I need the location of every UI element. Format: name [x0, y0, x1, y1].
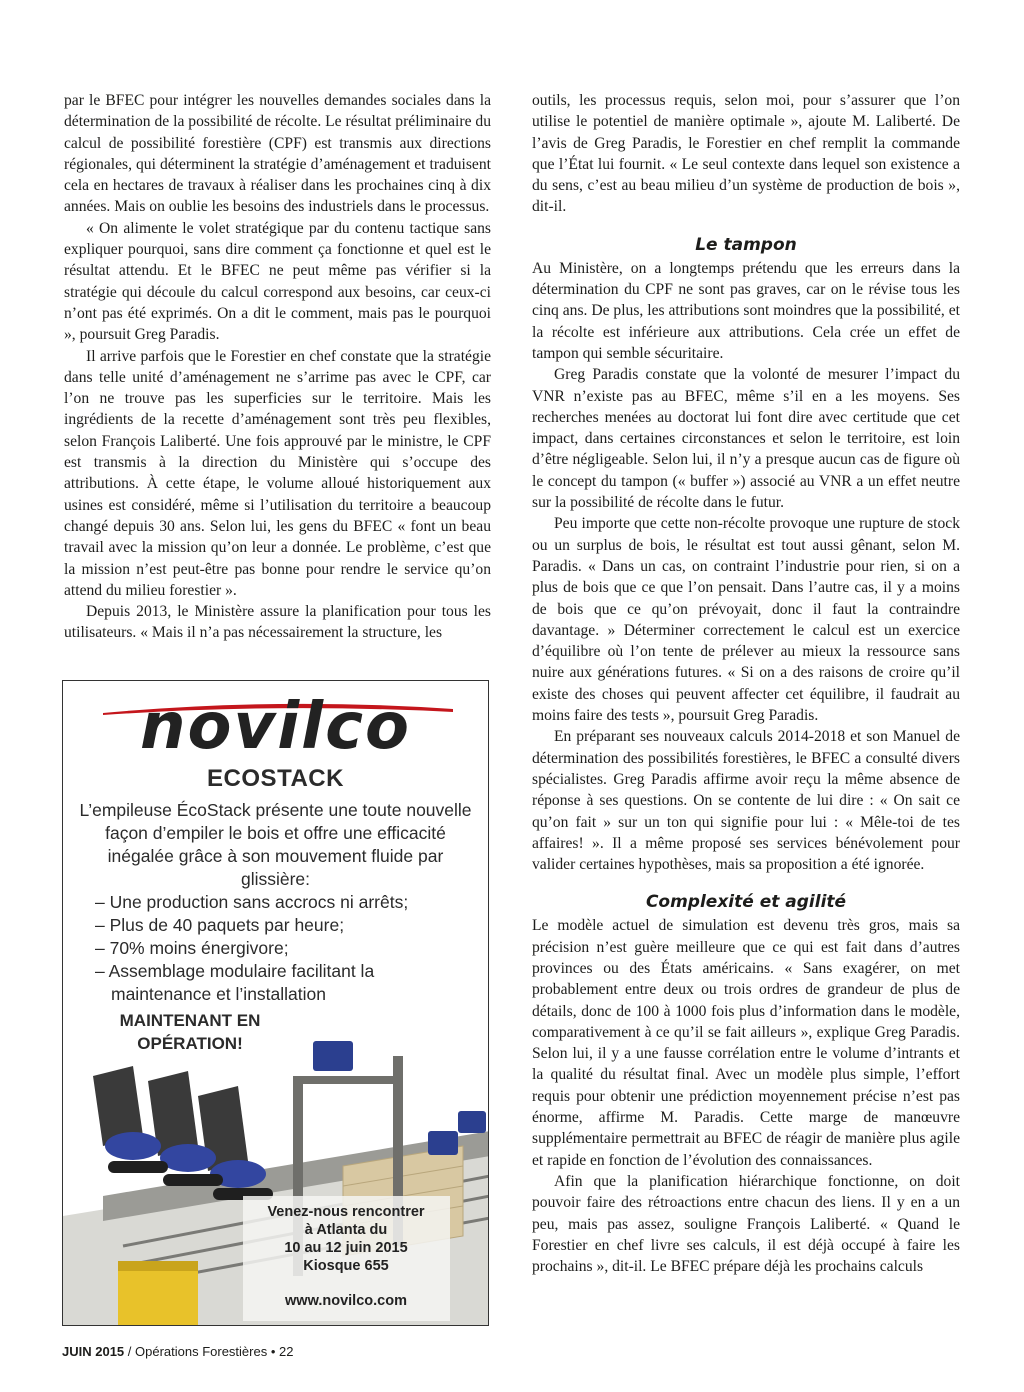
event-line: Kiosque 655: [303, 1258, 389, 1274]
list-item: – Une production sans accrocs ni arrêts;: [95, 892, 409, 912]
banner-line: MAINTENANT EN: [119, 1011, 261, 1030]
paragraph: Afin que la planification hiérarchique fonctionne, on doit pouvoir faire des rétroactions entre chacun des liens. Il y en a un peu, mais pas assez, souligne François Laliberté. « Quand le Forestier en chef livre ses calculs, il est déjà occupé à faire les prochains », dit-il. Le BFEC prépare déjà les prochains calculs: [532, 1172, 960, 1276]
list-item: – Assemblage modulaire facilitant la maintenance et l’installation: [95, 961, 375, 1004]
paragraph: par le BFEC pour intégrer les nouvelles demandes sociales dans la détermination de la possibilité de récolte. Le résultat préliminaire du calcul de possibilité forestière (CPF) est transmis aux directions régionales, qui déterminent la stratégie d’aménagement et traduisent cela en hectares de travaux à réaliser dans les prochaines cinq à dix années. Mais on oublie les besoins des industriels dans le processus.: [64, 92, 491, 216]
banner-line: OPÉRATION!: [137, 1034, 243, 1053]
paragraph: Il arrive parfois que le Forestier en chef constate que la stratégie dans telle unité d’aménagement ne s’arrime pas avec le CPF, car l’on ne trouve pas les superficies sur le territoire. Mais les ingrédients de la recette d’aménagement sont très peu flexibles, selon François Laliberté. Une fois approuvé par le ministre, le CPF est transmis à la direction du Ministère qui s’occupe des attributions. À cette étape, le volume alloué historiquement aux usines est considéré, même si l’utilisation du territoire a beaucoup changé depuis 30 ans. Selon lui, les gens du BFEC « font un beau travail avec la mission qu’on leur a donnée. Le problème, c’est que la mission n’est peut-être pas bonne pour rendre le service qu’on attend du milieu forestier ».: [64, 347, 491, 599]
ad-banner: [105, 1009, 275, 1055]
paragraph: outils, les processus requis, selon moi, pour s’assurer que l’on utilise le potentiel de manière optimale », ajoute M. Laliberté. De l’avis de Greg Paradis, le Forestier en chef remplit la commande que l’État lui fournit. « Le seul contexte dans lequel son existence a du sens, c’est au beau milieu d’un système de production de bois », dit-il.: [532, 92, 960, 216]
event-line: 10 au 12 juin 2015: [284, 1240, 408, 1256]
event-info: [251, 1203, 441, 1275]
event-line: Venez-nous rencontrer: [267, 1204, 425, 1220]
article-left-column: [64, 90, 491, 644]
paragraph: Au Ministère, on a longtemps prétendu que les erreurs dans la détermination du CPF ne sont pas graves, car on le révise tous les cinq ans. De plus, les attributions sont moindres que la possibilité, et la récolte est inférieure aux attributions. Cela crée un effet de tampon qui semble sécuritaire.: [532, 259, 960, 362]
article-right-column: [532, 90, 960, 1277]
page-footer: [62, 1344, 293, 1359]
footer-publication: / Opérations Forestières • 22: [124, 1344, 294, 1359]
ad-website-link[interactable]: www.novilco.com: [285, 1293, 407, 1309]
feature-list: [95, 891, 478, 1006]
brand-logo: novilco: [139, 690, 412, 764]
paragraph: Depuis 2013, le Ministère assure la planification pour tous les utilisateurs. « Mais il n’a pas nécessairement la structure, les: [64, 603, 491, 642]
product-name: ECOSTACK: [207, 765, 344, 792]
section-heading: Le tampon: [695, 234, 797, 255]
paragraph: « On alimente le volet stratégique par du contenu tactique sans expliquer pourquoi, sans dire comment ça fonctionne et quel est le résultat attendu. Et le BFEC ne peut même pas vérifier si la stratégie qui découle du calcul correspond aux besoins, car ceux-ci n’ont pas été exprimés. On a dit le comment, mais pas le pourquoi », poursuit Greg Paradis.: [64, 219, 491, 344]
paragraph: Le modèle actuel de simulation est devenu très gros, mais sa précision n’est guère meilleure que ce qui est fait dans d’autres provinces ou des États américains. « Sans exagérer, on met probablement entre deux ou trois ordres de grandeur de plus de détails, donc de 100 à 1000 fois plus d’information dans le modèle, comparativement à ce qu’il se fait ailleurs », explique Greg Paradis. Selon lui, il y a une fausse corrélation entre le volume d’intrants et la qualité du résultat final. Avec un modèle plus simple, l’effort requis pour obtenir une prédiction moyennement précise n’est pas énorme, affirme M. Paradis. Cette marge de manœuvre supplémentaire permettrait au BFEC de réagir de manière plus agile et rapide en fonction de l’évolution des connaissances.: [532, 917, 960, 1169]
ad-intro-text: L’empileuse ÉcoStack présente une toute nouvelle façon d’empiler le bois et offre une efficacité inégalée grâce à son mouvement fluide par glissière:: [79, 800, 472, 889]
list-item: – Plus de 40 paquets par heure;: [95, 915, 345, 935]
list-item: – 70% moins énergivore;: [95, 938, 289, 958]
section-heading: Complexité et agilité: [645, 892, 847, 913]
paragraph: En préparant ses nouveaux calculs 2014-2018 et son Manuel de détermination des possibilités forestières, le BFEC a consulté divers spécialistes. Greg Paradis affirme avoir reçu la même absence de réponse à ses questions. On se contente de lui dire : « On sait ce qu’on fait » sur un ton qui signifie pour lui : « Mêle-toi de tes affaires! ». Il a même proposé ses services bénévolement pour valider certaines hypothèses, mais sa proposition a été ignorée.: [532, 728, 960, 874]
event-line: à Atlanta du: [304, 1222, 388, 1238]
paragraph: Peu importe que cette non-récolte provoque une rupture de stock ou un surplus de bois, le résultat est tout aussi gênant, selon M. Paradis. « Dans un cas, on contraint l’industrie pour rien, si on a plus de bois que ce que l’on pensait. Dans l’autre cas, il y a moins de bois que ce qu’on prévoyait, donc il faut la contraindre davantage. » Déterminer correctement le calcul est un exercice d’équilibre où l’on tente de prélever au mieux la ressource sans nuire aux générations futures. « Si on a des raisons de croire qu’il existe des choses qui peuvent affecter cet équilibre, il faudrait au moins faire des tests », poursuit Greg Paradis.: [532, 515, 960, 725]
novilco-advertisement: [62, 680, 489, 1326]
paragraph: Greg Paradis constate que la volonté de mesurer l’impact du VNR n’existe pas au BFEC, même s’il en a les moyens. Ses recherches menées au doctorat lui font dire avec certitude que cet impact, dans certaines circonstances et selon le territoire, est loin d’être négligeable. Selon lui, il n’y a presque aucun cas de figure où le concept du tampon (« buffer ») associé au VNR a un effet neutre sur la possibilité de récolte dans le futur.: [532, 366, 960, 512]
stacker-machine-illustration: [63, 1036, 489, 1326]
footer-issue: JUIN 2015: [62, 1344, 125, 1359]
